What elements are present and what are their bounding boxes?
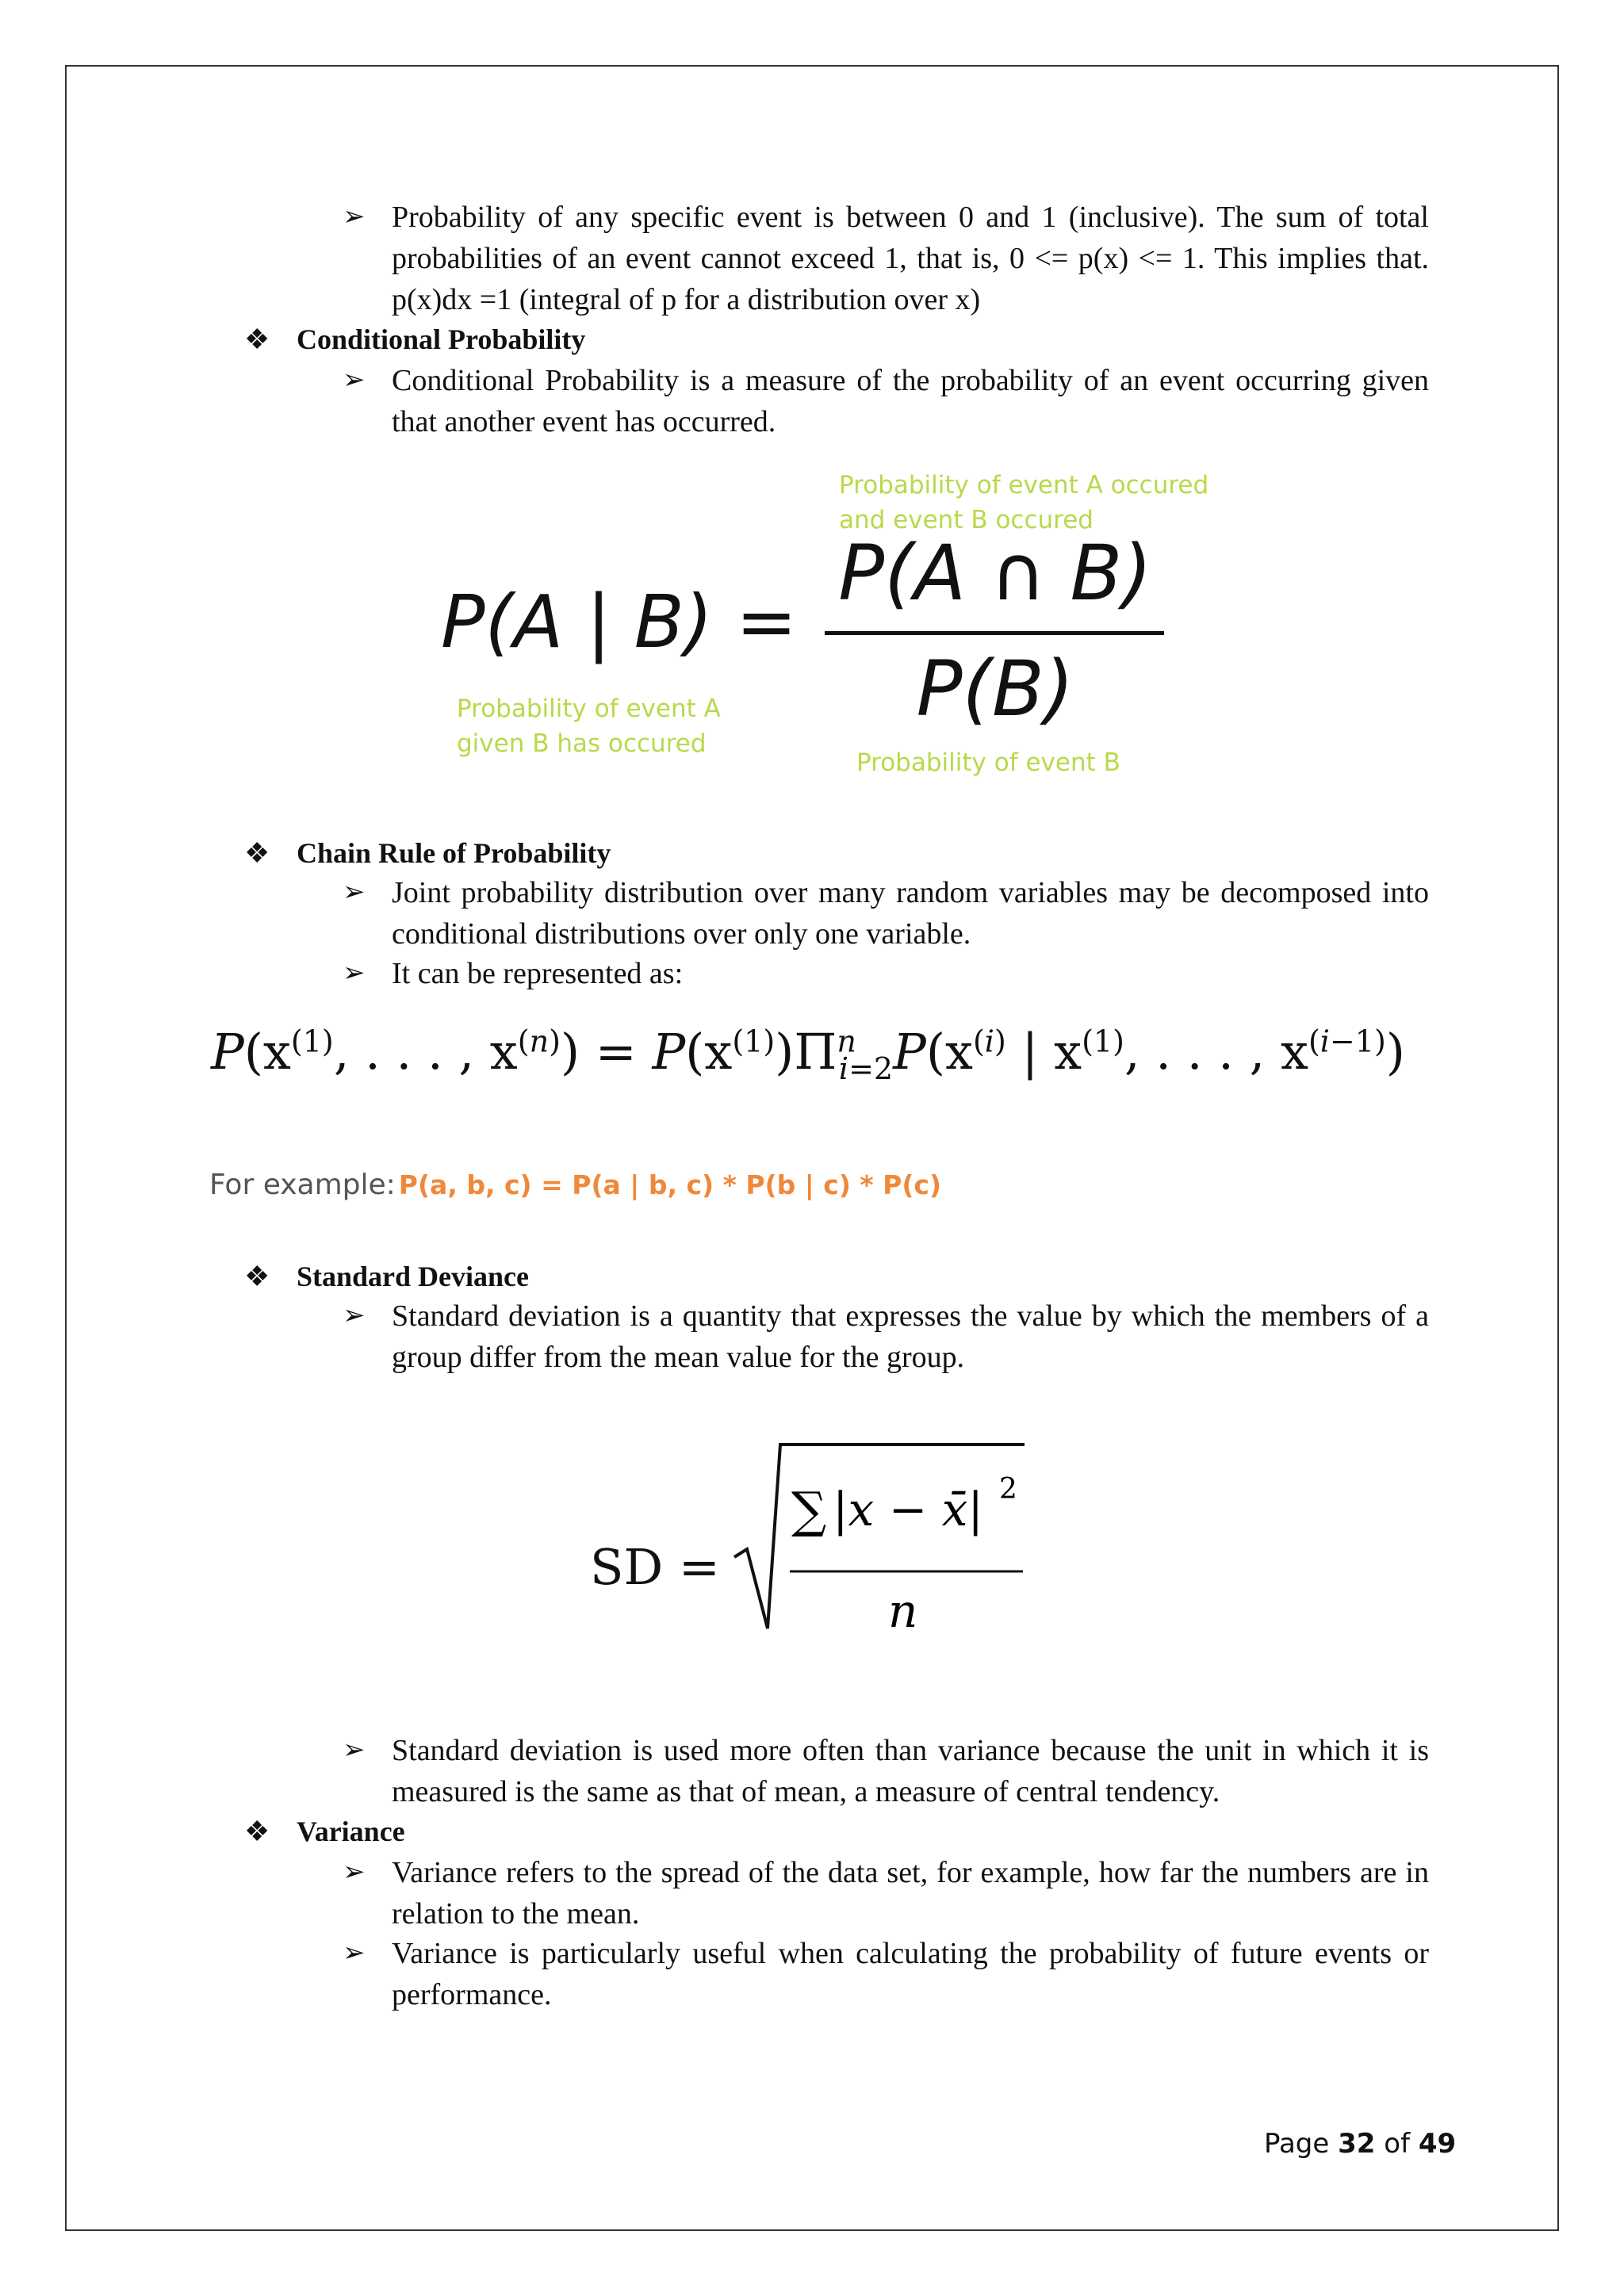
annotation-lhs: Probability of event A given B has occured bbox=[457, 695, 721, 758]
bullet-text: Probability of any specific event is between 0 and 1 (inclusive). The sum of total probabilities of an event cannot exceed 1, that is, 0 <= p(x) <= 1. This implies that. p(x)dx =1 (integral of p for a distribution over x) bbox=[392, 201, 1429, 316]
arrow-bullet-icon: ➢ bbox=[343, 1301, 366, 1330]
svg-text:|x − x̄|: |x − x̄| bbox=[833, 1483, 983, 1536]
section-heading: ❖ Chain Rule of Probability bbox=[244, 832, 611, 874]
list-item: ➢ Conditional Probability is a measure of the probability of an event occurring given that another event has occurred. bbox=[343, 360, 1429, 442]
sd-formula-radical bbox=[730, 1438, 1031, 1644]
formula-lhs: P(A | B) = bbox=[441, 580, 798, 664]
arrow-bullet-icon: ➢ bbox=[343, 202, 366, 232]
annotation-numerator: Probability of event A occured and event B occured bbox=[839, 471, 1209, 534]
arrow-bullet-icon: ➢ bbox=[343, 1858, 366, 1887]
list-item: ➢ Variance is particularly useful when calculating the probability of future events or performance. bbox=[343, 1933, 1429, 2015]
list-item: ➢ Joint probability distribution over many random variables may be decomposed into conditional distributions over only one variable. bbox=[343, 872, 1429, 955]
example-line: For example: P(a, b, c) = P(a | b, c) * P(b | c) * P(c) bbox=[209, 1169, 942, 1201]
list-item: ➢ Standard deviation is a quantity that expresses the value by which the members of a group differ from the mean value for the group. bbox=[343, 1295, 1429, 1378]
diamond-bullet-icon: ❖ bbox=[244, 1261, 270, 1292]
svg-text:∑: ∑ bbox=[791, 1481, 827, 1539]
diamond-bullet-icon: ❖ bbox=[244, 1816, 270, 1847]
section-heading: ❖ Conditional Probability bbox=[244, 319, 585, 360]
formula-numerator: P(A ∩ B) bbox=[838, 529, 1152, 618]
arrow-bullet-icon: ➢ bbox=[343, 365, 366, 395]
annotation-denominator: Probability of event B bbox=[856, 748, 1120, 777]
svg-text:n: n bbox=[888, 1584, 918, 1638]
section-heading: ❖ Standard Deviance bbox=[244, 1256, 529, 1297]
list-item: ➢ It can be represented as: bbox=[343, 953, 1429, 994]
chain-rule-formula: $P(x^{(1)}$, . . . , $x^{(n)}) = P(x^{(1)})\Pi^n_{i=2}P(x^{(i)}$ | $x^{(1)}$, . . . , $x^{(i-1)}$) bbox=[211, 1023, 1405, 1087]
fraction-bar bbox=[825, 631, 1164, 635]
diamond-bullet-icon: ❖ bbox=[244, 837, 270, 869]
page-number: Page 32 of 49 bbox=[1264, 2128, 1457, 2160]
formula-denominator: P(B) bbox=[916, 645, 1074, 733]
list-item bbox=[343, 197, 1429, 320]
arrow-bullet-icon: ➢ bbox=[343, 959, 366, 988]
sd-formula-lhs: SD = bbox=[590, 1538, 720, 1596]
list-item: ➢ Variance refers to the spread of the data set, for example, how far the numbers are in relation to the mean. bbox=[343, 1852, 1429, 1934]
section-heading: ❖ Variance bbox=[244, 1811, 405, 1852]
svg-text:2: 2 bbox=[999, 1473, 1017, 1506]
arrow-bullet-icon: ➢ bbox=[343, 878, 366, 907]
diamond-bullet-icon: ❖ bbox=[244, 323, 270, 355]
arrow-bullet-icon: ➢ bbox=[343, 1938, 366, 1968]
list-item: ➢ Standard deviation is used more often than variance because the unit in which it is measured is the same as that of mean, a measure of central tendency. bbox=[343, 1730, 1429, 1812]
arrow-bullet-icon: ➢ bbox=[343, 1735, 366, 1765]
